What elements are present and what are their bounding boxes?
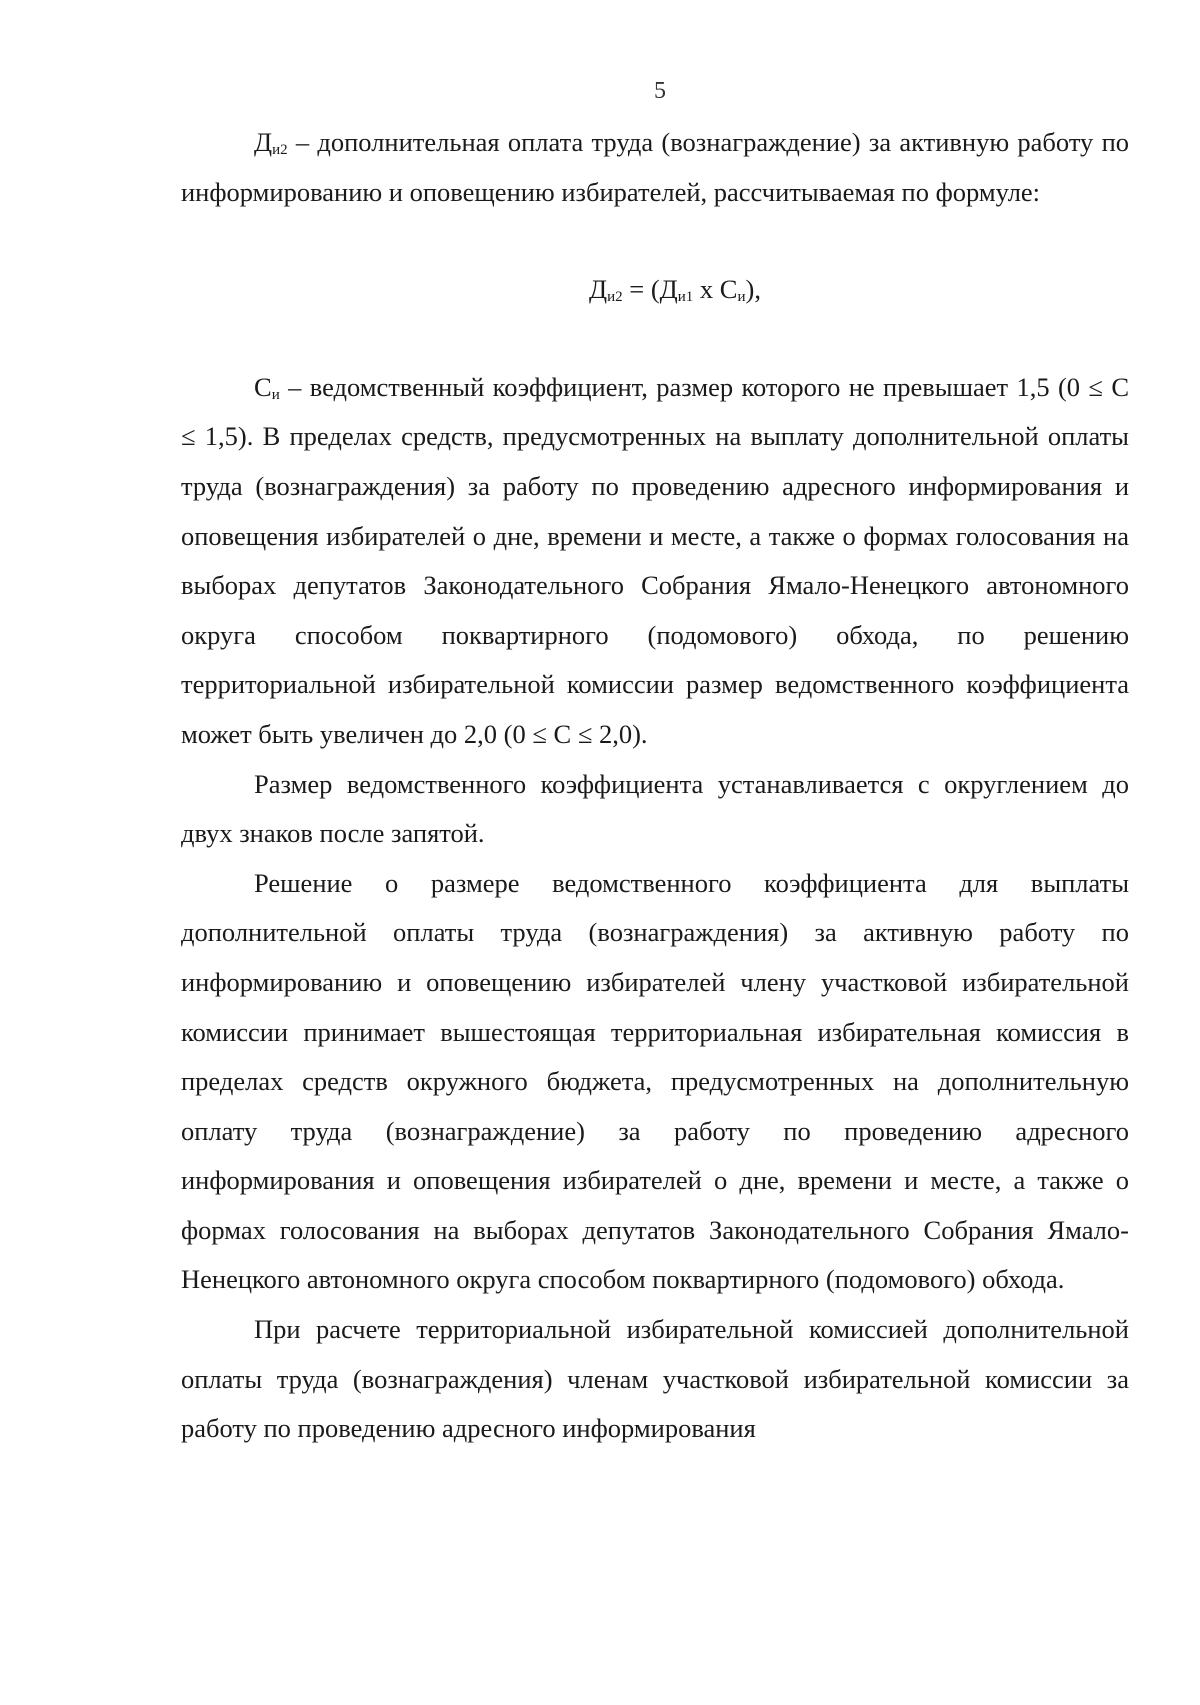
formula-rhs1-subscript: и1 [677, 289, 694, 306]
formula-lhs-subscript: и2 [607, 289, 623, 306]
paragraph-decision: Решение о размере ведомственного коэффициента для выплаты дополнительной оплаты труда (вознаграждения) за активную работу по информированию и оповещению избирателей члену участковой избирательной комиссии принимает вышестоящая территориальная избирательная комиссия в пределах средств окружного бюджета, предусмотренных на дополнительную оплату труда (вознаграждение) за работу по проведению адресного информирования и оповещения избирателей о дне, времени и месте, а также о формах голосования на выборах депутатов Законодательного Собрания Ямало-Ненецкого автономного округа способом поквартирного (подомового) обхода. [181, 867, 1129, 1295]
formula-rhs2-subscript: и [737, 289, 746, 306]
paragraph-calculation: При расчете территориальной избирательной комиссией дополнительной оплаты труда (вознаграждения) членам участковой избирательной комиссии за работу по проведению адресного информирования [181, 1314, 1129, 1444]
symbol-c: С [254, 371, 272, 402]
formula-eq-open: = (Д [622, 274, 678, 305]
symbol-subscript: и2 [272, 142, 288, 158]
paragraph-d-i2-definition [181, 118, 1129, 217]
formula-times: х С [693, 274, 738, 305]
symbol-d: Д [254, 127, 273, 157]
paragraph-text: – ведомственный коэффициент, размер которого не превышает 1,5 (0 ≤ С ≤ 1,5). В пределах средств, предусмотренных на выплату дополнительной оплаты труда (вознаграждения) за работу по проведению адресного информирования и оповещения избирателей о дне, времени и месте, а также о формах голосования на выборах депутатов Законодательного Собрания Ямало-Ненецкого автономного округа способом поквартирного (подомового) обхода, по решению территориальной избирательной комиссии размер ведомственного коэффициента может быть увеличен до 2,0 (0 ≤ С ≤ 2,0). [181, 371, 1129, 749]
formula-d-i2 [181, 265, 1129, 315]
formula-close: ), [745, 274, 761, 305]
symbol-subscript: и [271, 386, 280, 403]
paragraph-text: – дополнительная оплата труда (вознаграждение) за активную работу по информированию и оповещению избирателей, рассчитываемая по формуле: [181, 127, 1129, 207]
document-body [181, 118, 1129, 1454]
paragraph-rounding: Размер ведомственного коэффициента устанавливается с округлением до двух знаков после запятой. [181, 768, 1129, 849]
page-number: 5 [654, 78, 666, 104]
formula-lhs: Д [589, 274, 608, 305]
paragraph-c-i-definition [181, 363, 1129, 760]
